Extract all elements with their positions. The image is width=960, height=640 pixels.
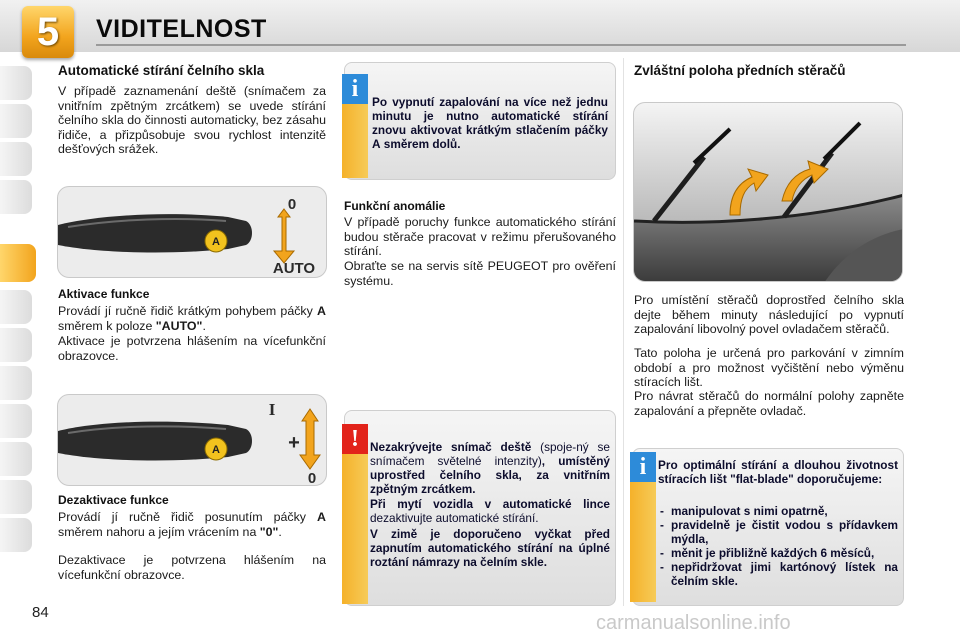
info-icon: i [630, 452, 656, 482]
info-marker [342, 74, 368, 178]
chapter-tab-4[interactable] [0, 180, 32, 214]
malfunction-advice: Obraťte se na servis sítě PEUGEOT pro ověření systému. [344, 259, 616, 288]
plus-label: + [288, 432, 300, 454]
list-item: - nepřidržovat jimi kartónový lístek na čelním skle. [658, 561, 898, 589]
header-rule [96, 44, 906, 46]
list-item: - měnit je přibližně každých 6 měsíců, [658, 547, 898, 561]
chapter-badge [22, 6, 74, 58]
deactivation-paragraph: Provádí jí ručně řidič posunutím páčky A směrem nahoru a jejím vrácením na "0". [58, 510, 326, 539]
wiper-position-paragraph-3: Pro návrat stěračů do normální polohy zapněte zapalování a přepněte ovladač. [634, 389, 904, 418]
chapter-tab-9[interactable] [0, 404, 32, 438]
watermark: carmanualsonline.info [596, 612, 791, 634]
list-item: - manipulovat s nimi opatrně, [658, 505, 898, 519]
lever-a-label: A [212, 444, 220, 456]
chapter-tab-2[interactable] [0, 104, 32, 138]
chapter-number: 5 [36, 10, 60, 54]
position-zero-label: 0 [307, 470, 317, 486]
warning-sensor-text: Nezakrývejte snímač deště (spoje-ný se snímačem světelné intenzity), umístěný uprostřed čelního skla, za vnitřním zpětným zrcátkem. [370, 440, 610, 496]
lever-a-label: A [212, 236, 220, 248]
position-auto-label: AUTO [272, 260, 316, 277]
windscreen-wipers-photo [633, 102, 903, 282]
page-number: 84 [32, 604, 49, 621]
warning-icon: ! [342, 424, 368, 454]
section-title-wiper-position: Zvláštní poloha předních stěračů [634, 63, 846, 78]
activation-paragraph: Provádí jí ručně řidič krátkým pohybem páčky A směrem k poloze "AUTO". [58, 304, 326, 333]
malfunction-paragraph: V případě poruchy funkce automatického stírání budou stěrače pracovat v režimu přerušovaného stírání. [344, 215, 616, 258]
warning-marker [342, 424, 368, 604]
chapter-tab-6[interactable] [0, 290, 32, 324]
deactivation-title: Dezaktivace funkce [58, 493, 169, 507]
chapter-tab-11[interactable] [0, 480, 32, 514]
activation-title: Aktivace funkce [58, 287, 150, 301]
chapter-tab-7[interactable] [0, 328, 32, 362]
wiper-position-paragraph-1: Pro umístění stěračů doprostřed čelního skla dejte během minuty následující po vypnutí zapalování libovolný povel ovladačem stěračů. [634, 293, 904, 336]
windscreen-diagram [634, 103, 903, 282]
section-title-automatic-wiping: Automatické stírání čelního skla [58, 63, 265, 78]
position-one-label: I [268, 400, 276, 419]
tips-list [658, 505, 898, 588]
info-icon: i [342, 74, 368, 104]
position-zero-label: 0 [287, 196, 297, 213]
column-divider [623, 58, 624, 606]
chapter-tab-12[interactable] [0, 518, 32, 552]
tips-marker [630, 452, 656, 602]
stalk-auto-diagram [58, 187, 327, 278]
tips-intro: Pro optimální stírání a dlouhou životnost stíracích lišt "flat-blade" doporučujeme: [658, 458, 898, 486]
stalk-deactivation-illustration [57, 394, 327, 486]
info-reactivation-text: Po vypnutí zapalování na více než jednu minutu je nutno automatické stírání znovu aktivovat krátkým stlačením páčky A směrem dolů. [372, 95, 608, 151]
wiper-position-paragraph-2: Tato poloha je určená pro parkování v zimním období a pro možnost vyčištění nebo výměnu stíracích lišt. [634, 346, 904, 389]
page-title: VIDITELNOST [96, 15, 267, 43]
chapter-tab-1[interactable] [0, 66, 32, 100]
deactivation-confirmation: Dezaktivace je potvrzena hlášením na vícefunkční obrazovce. [58, 553, 326, 582]
chapter-tab-10[interactable] [0, 442, 32, 476]
chapter-tab-3[interactable] [0, 142, 32, 176]
warning-winter-text: V zimě je doporučeno vyčkat před zapnutím automatického stírání na úplné roztání námrazy na čelním skle. [370, 527, 610, 569]
activation-confirmation: Aktivace je potvrzena hlášením na vícefunkční obrazovce. [58, 334, 326, 363]
list-item: - pravidelně je čistit vodou s přídavkem mýdla, [658, 519, 898, 547]
stalk-off-diagram [58, 395, 327, 486]
stalk-activation-illustration [57, 186, 327, 278]
chapter-tab-5-active[interactable] [0, 244, 36, 282]
warning-carwash-text: Při mytí vozidla v automatické lince dezaktivujte automatické stírání. [370, 497, 610, 525]
malfunction-title: Funkční anomálie [344, 199, 446, 213]
chapter-tab-8[interactable] [0, 366, 32, 400]
intro-paragraph: V případě zaznamenání deště (snímačem za vnitřním zpětným zrcátkem) se uvede stírání čelního skla do činnosti automaticky, bez zásahu řidiče, a přizpůsobuje svou rychlost intenzitě dešťových srážek. [58, 84, 326, 156]
